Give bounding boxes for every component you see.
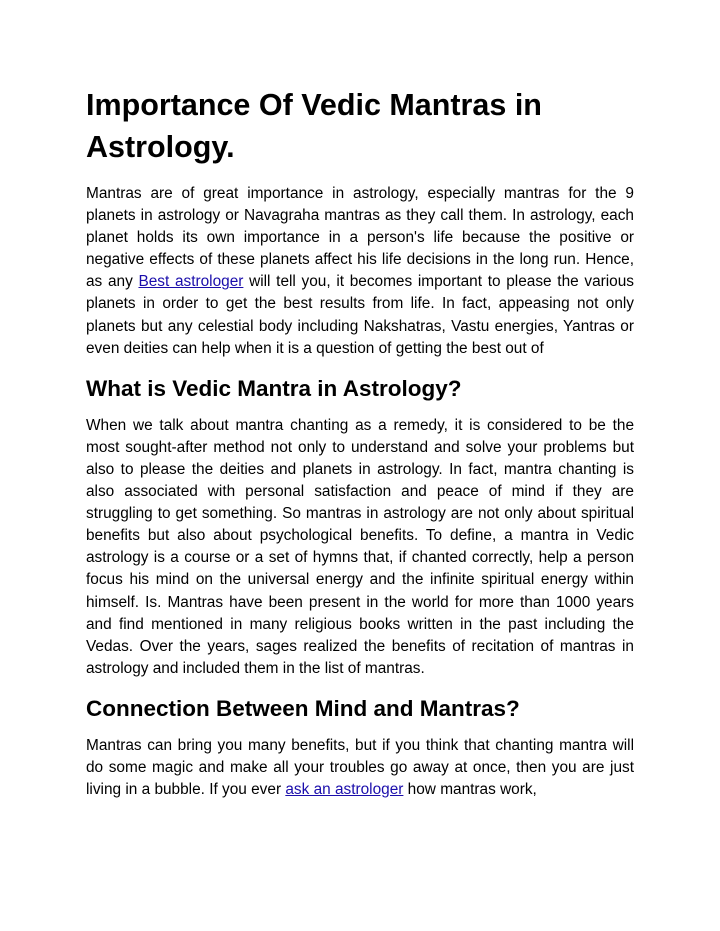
section-paragraph-mind-mantras [86, 735, 634, 801]
section-paragraph-vedic-mantra: When we talk about mantra chanting as a remedy, it is considered to be the most sought-after method not only to understand and solve your problems but also to please the deities and planets in astrology. In fact, mantra chanting is also associated with personal satisfaction and peace of mind if they are struggling to get something. So mantras in astrology are not only about spiritual benefits but also about psychological benefits. To define, a mantra in Vedic astrology is a course or a set of hymns that, if chanted correctly, help a person focus his mind on the universal energy and the infinite spiritual energy within himself. Is. Mantras have been present in the world for more than 1000 years and find mentioned in many religious books written in the past including the Vedas. Over the years, sages realized the benefits of recitation of mantras in astrology and included them in the list of mantras. [86, 416, 634, 677]
section2-text-before-link: Mantras can bring you many benefits, but if you think that chanting mantra will do some magic and make all your troubles go away at once, then you are just living in a bubble. If you ever [86, 736, 634, 799]
section2-text-after-link: how mantras work, [403, 781, 537, 799]
ask-an-astrologer-link[interactable]: ask an astrologer [285, 781, 404, 799]
best-astrologer-link[interactable]: Best astrologer [138, 273, 244, 291]
intro-text-before-link: Mantras are of great importance in astrology, especially mantras for the 9 planets in astrology or Navagraha mantras as they call them. In astrology, each planet holds its own importance in a person's life because the positive or negative effects of these planets affect his life decisions in the long run. Hence, as any [86, 185, 634, 291]
page-title: Importance Of Vedic Mantras in Astrology. [86, 88, 542, 164]
intro-text-after-link: will tell you, it becomes important to please the various planets in order to get the best results from life. In fact, appeasing not only planets but any celestial body including Nakshatras, Vastu energies, Yantras or even deities can help when it is a question of getting the best out of [86, 273, 634, 357]
intro-paragraph [86, 183, 634, 360]
document-page [86, 84, 634, 815]
section-heading-vedic-mantra: What is Vedic Mantra in Astrology? [86, 375, 462, 401]
section-heading-mind-mantras: Connection Between Mind and Mantras? [86, 695, 520, 721]
